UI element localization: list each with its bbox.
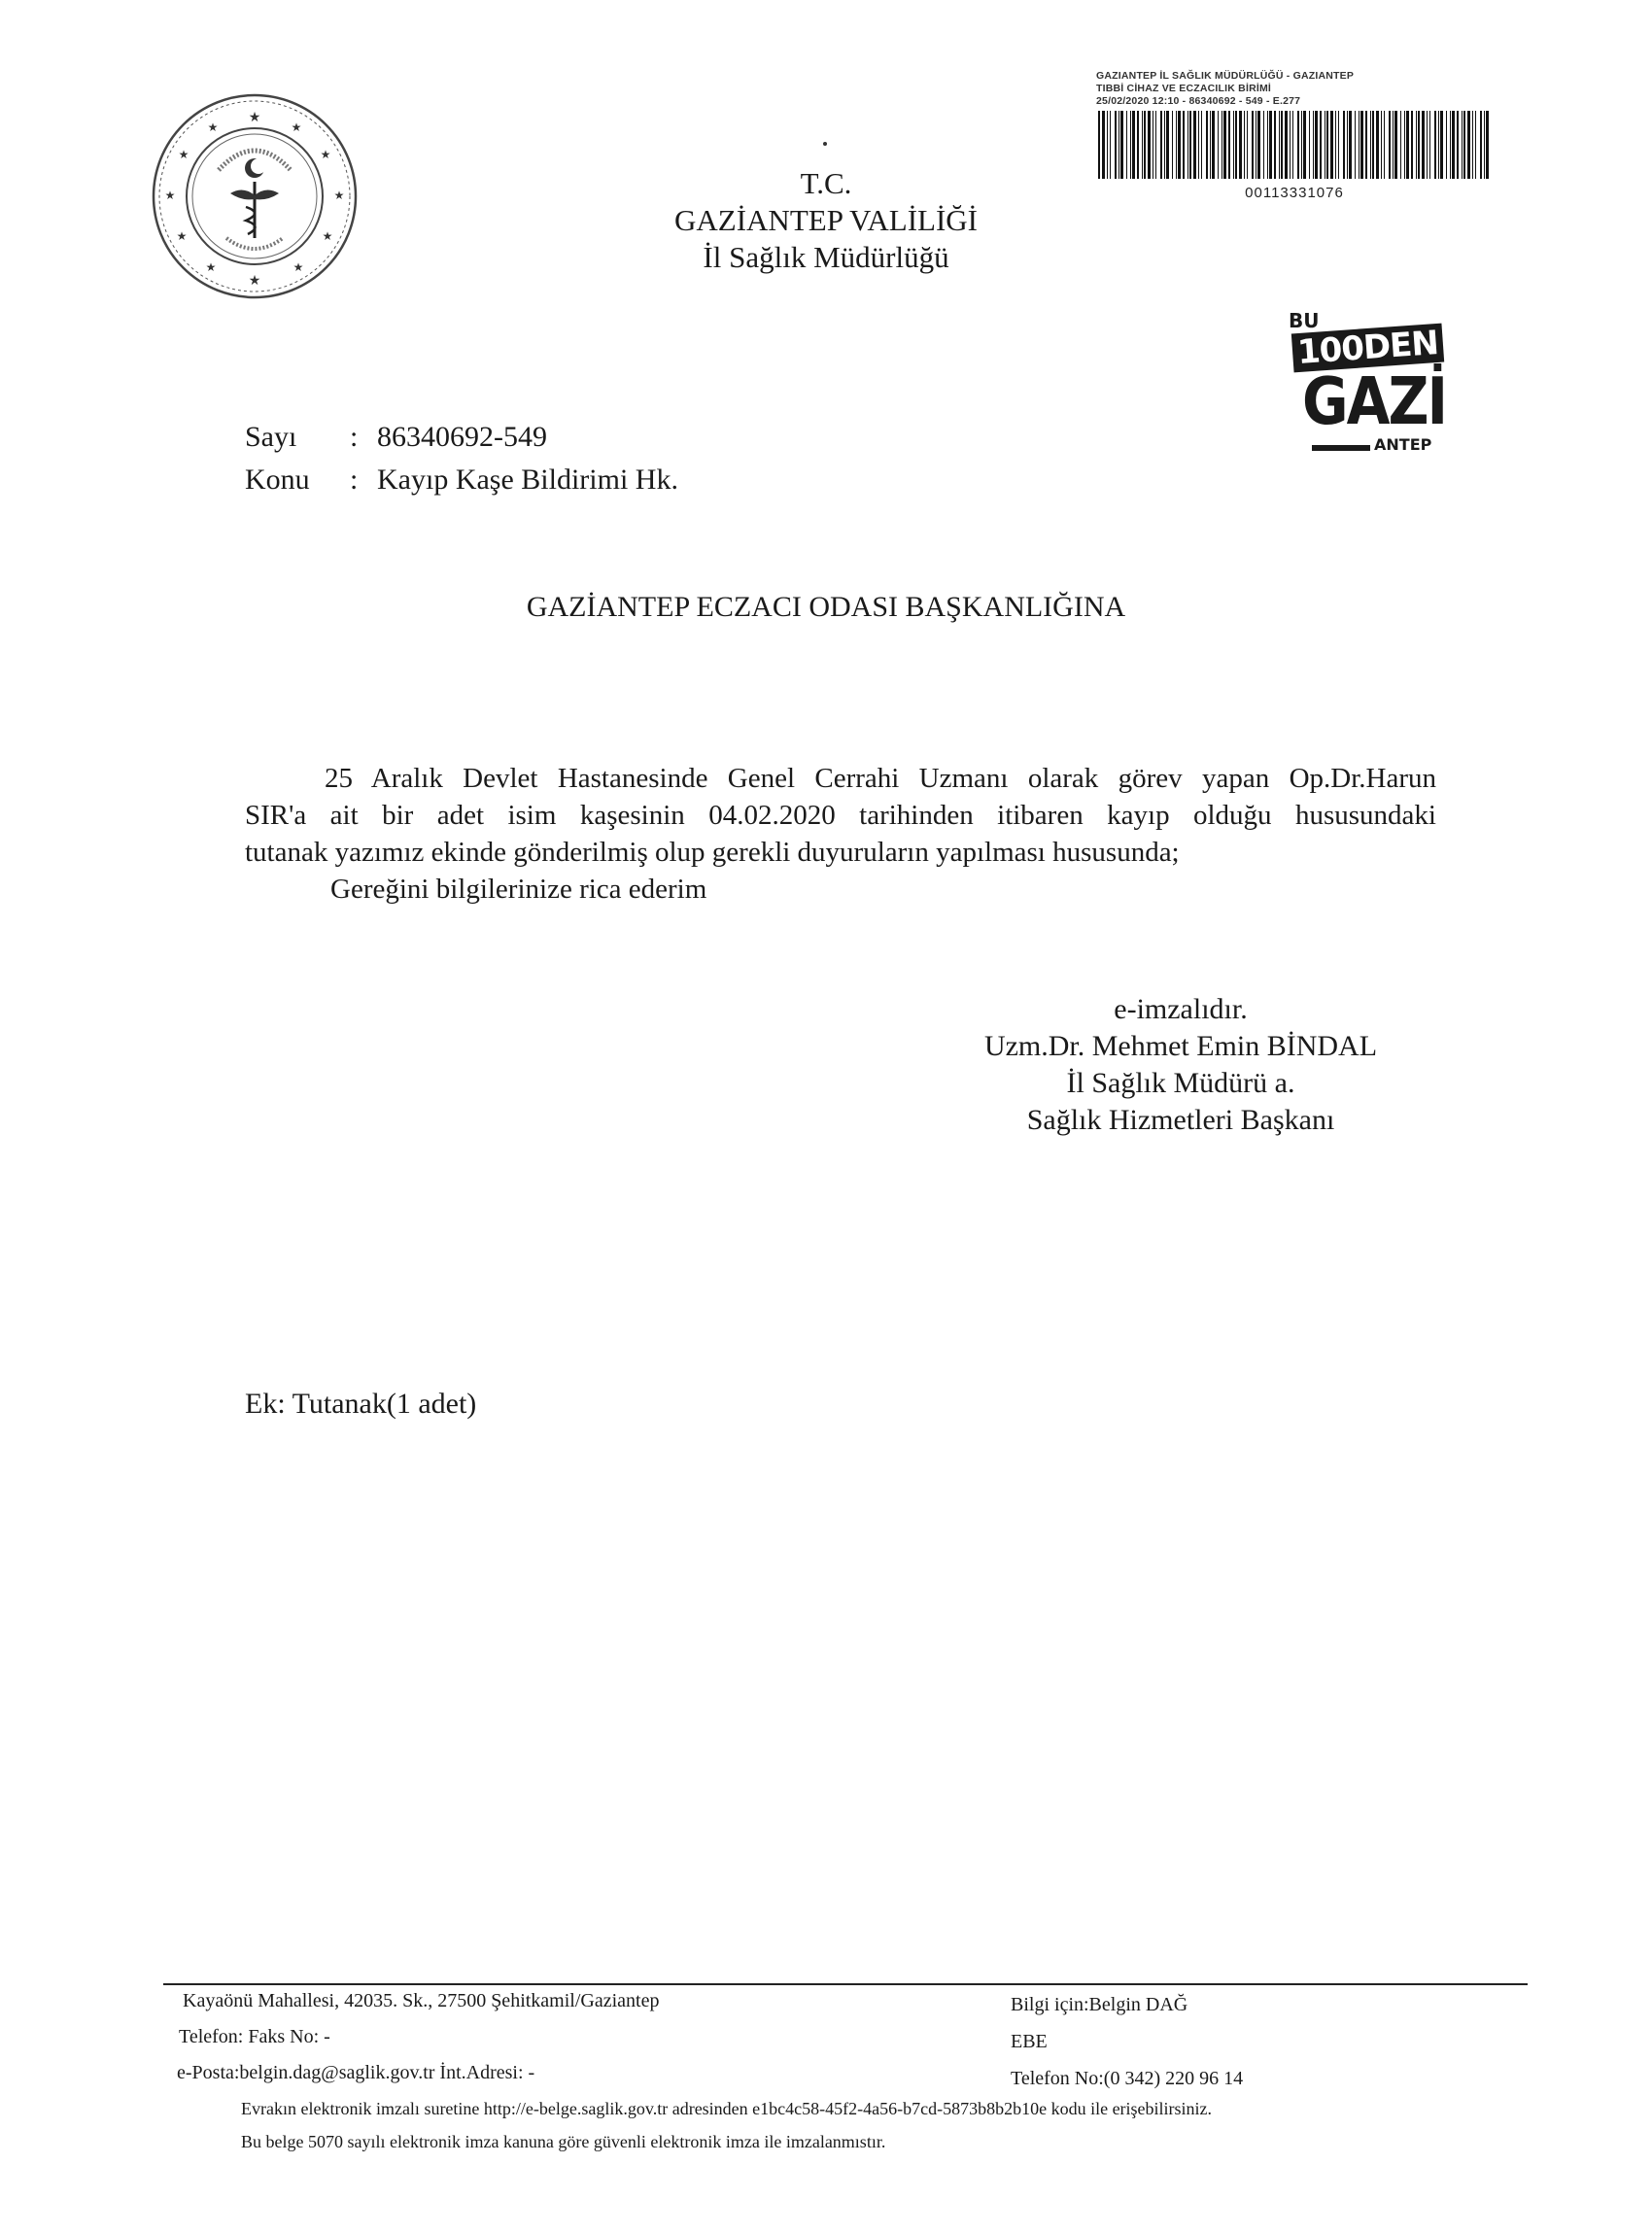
letter-body: [245, 760, 1436, 908]
barcode-icon: [1096, 111, 1493, 179]
footer-verification: Evrakın elektronik imzalı suretine http://e-belge.saglik.gov.tr adresinden e1bc4c58-45f2-4a56-b7cd-5873b8b2b10e kodu ile erişebilirsiniz.: [241, 2099, 1213, 2118]
svg-text:★: ★: [248, 274, 261, 289]
footer-role: EBE: [1011, 2031, 1048, 2052]
signature-note: e-imzalıdır.: [1114, 993, 1248, 1025]
svg-text:★: ★: [176, 229, 188, 243]
document-meta: [245, 416, 678, 501]
footer-phone: Telefon: Faks No: -: [179, 2026, 330, 2047]
logo-bar: [1312, 445, 1370, 451]
logo-text-main: GAZİ: [1302, 362, 1447, 439]
svg-text:★: ★: [322, 229, 333, 243]
konu-label: Konu: [245, 464, 310, 496]
body-line-4: Gereğini bilgilerinize rica ederim: [330, 874, 707, 905]
sayi-colon: :: [350, 421, 359, 453]
signatory-name: Uzm.Dr. Mehmet Emin BİNDAL: [983, 1030, 1378, 1062]
barcode-number: 00113331076: [1245, 185, 1344, 201]
signatory-title-2: Sağlık Hizmetleri Başkanı: [1026, 1104, 1335, 1136]
ministry-seal-icon: [151, 92, 360, 301]
svg-text:★: ★: [205, 260, 217, 274]
konu-value: Kayıp Kaşe Bildirimi Hk.: [377, 464, 678, 496]
svg-text:★: ★: [207, 120, 219, 134]
svg-text:★: ★: [291, 120, 302, 134]
logo-text-top: BU: [1289, 309, 1320, 332]
svg-text:★: ★: [178, 148, 189, 161]
campaign-logo: [1283, 309, 1447, 464]
svg-text:★: ★: [320, 148, 331, 161]
barcode-label: [1096, 70, 1504, 225]
konu-colon: :: [350, 464, 359, 496]
header-directorate: İl Sağlık Müdürlüğü: [703, 240, 949, 274]
sayi-label: Sayı: [245, 421, 297, 453]
signatory-title-1: İl Sağlık Müdürü a.: [1066, 1067, 1295, 1099]
signature-block: [962, 991, 1399, 1139]
barcode-line-1: GAZIANTEP İL SAĞLIK MÜDÜRLÜĞÜ - GAZIANTEP: [1096, 70, 1355, 82]
body-line-3: tutanak yazımız ekinde gönderilmiş olup gerekli duyuruların yapılması hususunda;: [245, 837, 1180, 868]
addressee: GAZİANTEP ECZACI ODASI BAŞKANLIĞINA: [526, 591, 1126, 623]
sayi-value: 86340692-549: [377, 421, 547, 453]
decorative-dot: [823, 142, 827, 146]
footer-divider: [163, 1983, 1528, 1985]
letterhead: [544, 165, 1108, 276]
sayi-row: [245, 416, 678, 459]
logo-text-middle: 100DEN: [1291, 324, 1444, 373]
body-line-2: SIR'a ait bir adet isim kaşesinin 04.02.2020 tarihinden itibaren kayıp olduğu hususundaki: [245, 800, 1436, 831]
footer-address: Kayaönü Mahallesi, 42035. Sk., 27500 Şehitkamil/Gaziantep: [183, 1990, 660, 2011]
logo-text-bottom: ANTEP: [1374, 435, 1432, 454]
body-line-1: 25 Aralık Devlet Hastanesinde Genel Cerrahi Uzmanı olarak görev yapan Op.Dr.Harun: [325, 763, 1436, 794]
svg-text:★: ★: [293, 260, 304, 274]
footer-tel: Telefon No:(0 342) 220 96 14: [1011, 2068, 1244, 2089]
header-tc: T.C.: [800, 166, 852, 200]
header-governorship: GAZİANTEP VALİLİĞİ: [674, 203, 978, 237]
svg-text:★: ★: [164, 189, 176, 202]
footer-email: e-Posta:belgin.dag@saglik.gov.tr İnt.Adresi: -: [177, 2062, 535, 2083]
svg-text:★: ★: [333, 189, 345, 202]
footer-esign-law: Bu belge 5070 sayılı elektronik imza kanuna göre güvenli elektronik imza ile imzalanmıstır.: [241, 2132, 886, 2151]
konu-row: [245, 459, 678, 501]
barcode-line-2: TIBBİ CİHAZ VE ECZACILIK BİRİMİ: [1096, 83, 1272, 94]
svg-text:★: ★: [248, 111, 261, 125]
attachment-note: Ek: Tutanak(1 adet): [245, 1388, 477, 1420]
barcode-line-3: 25/02/2020 12:10 - 86340692 - 549 - E.277: [1096, 95, 1301, 107]
footer-info-contact: Bilgi için:Belgin DAĞ: [1011, 1994, 1188, 2015]
